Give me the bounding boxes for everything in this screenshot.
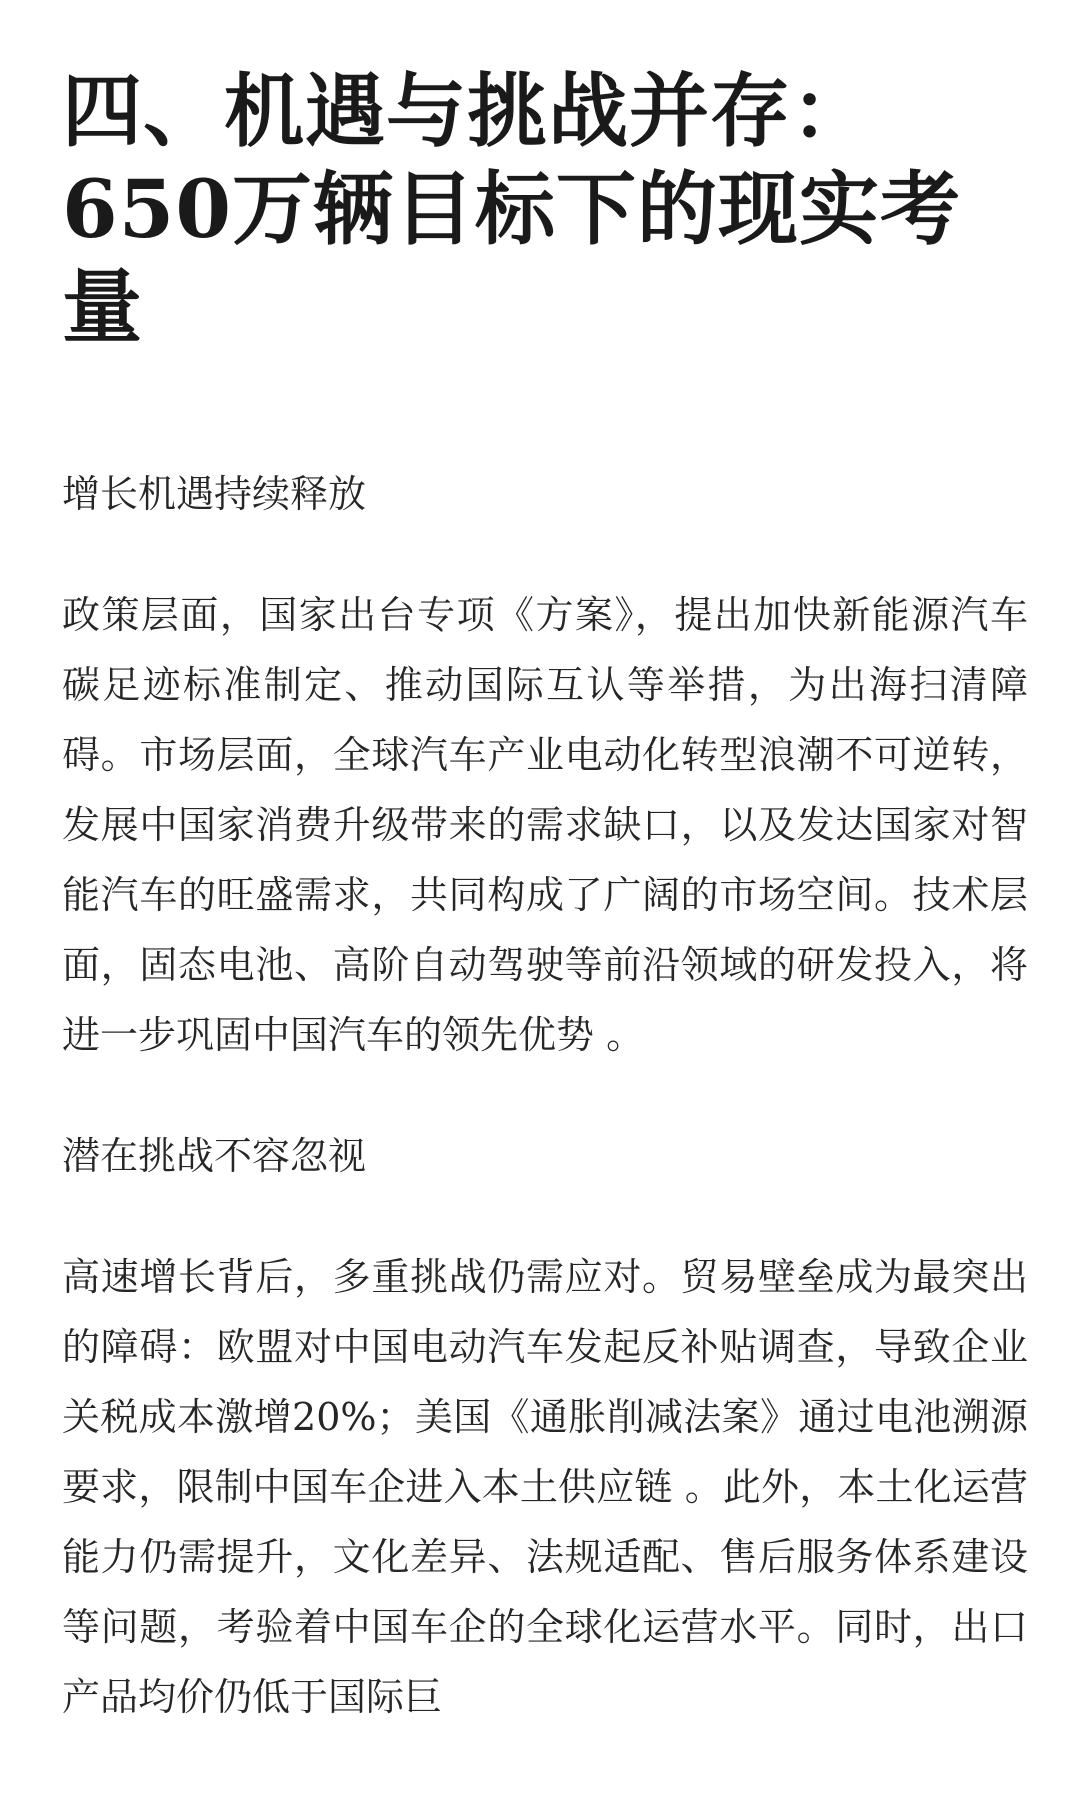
section-heading-challenges: 潜在挑战不容忽视 [62, 1134, 367, 1178]
section-paragraph-opportunities: 政策层面，国家出台专项《方案》，提出加快新能源汽车碳足迹标准制定、推动国际互认等举措，为出海扫清障碍。市场层面，全球汽车产业电动化转型浪潮不可逆转，发展中国家消费升级带来的需求缺口，以及发达国家对智能汽车的旺盛需求，共同构成了广阔的市场空间。技术层面，固态电池、高阶自动驾驶等前沿领域的研发投入，将进一步巩固中国汽车的领先优势 。 [62, 593, 1028, 1057]
article-title: 四、机遇与挑战并存：650万辆目标下的现实考量 [62, 64, 961, 354]
section-heading-opportunities: 增长机遇持续释放 [62, 472, 367, 516]
section-paragraph-challenges: 高速增长背后，多重挑战仍需应对。贸易壁垒成为最突出的障碍：欧盟对中国电动汽车发起反补贴调查，导致企业关税成本激增20%；美国《通胀削减法案》通过电池溯源要求，限制中国车企进入本土供应链 。此外，本土化运营能力仍需提升，文化差异、法规适配、售后服务体系建设等问题，考验着中国车企的全球化运营水平。同时，出口产品均价仍低于国际巨 [62, 1255, 1028, 1719]
article [62, 0, 1028, 1732]
